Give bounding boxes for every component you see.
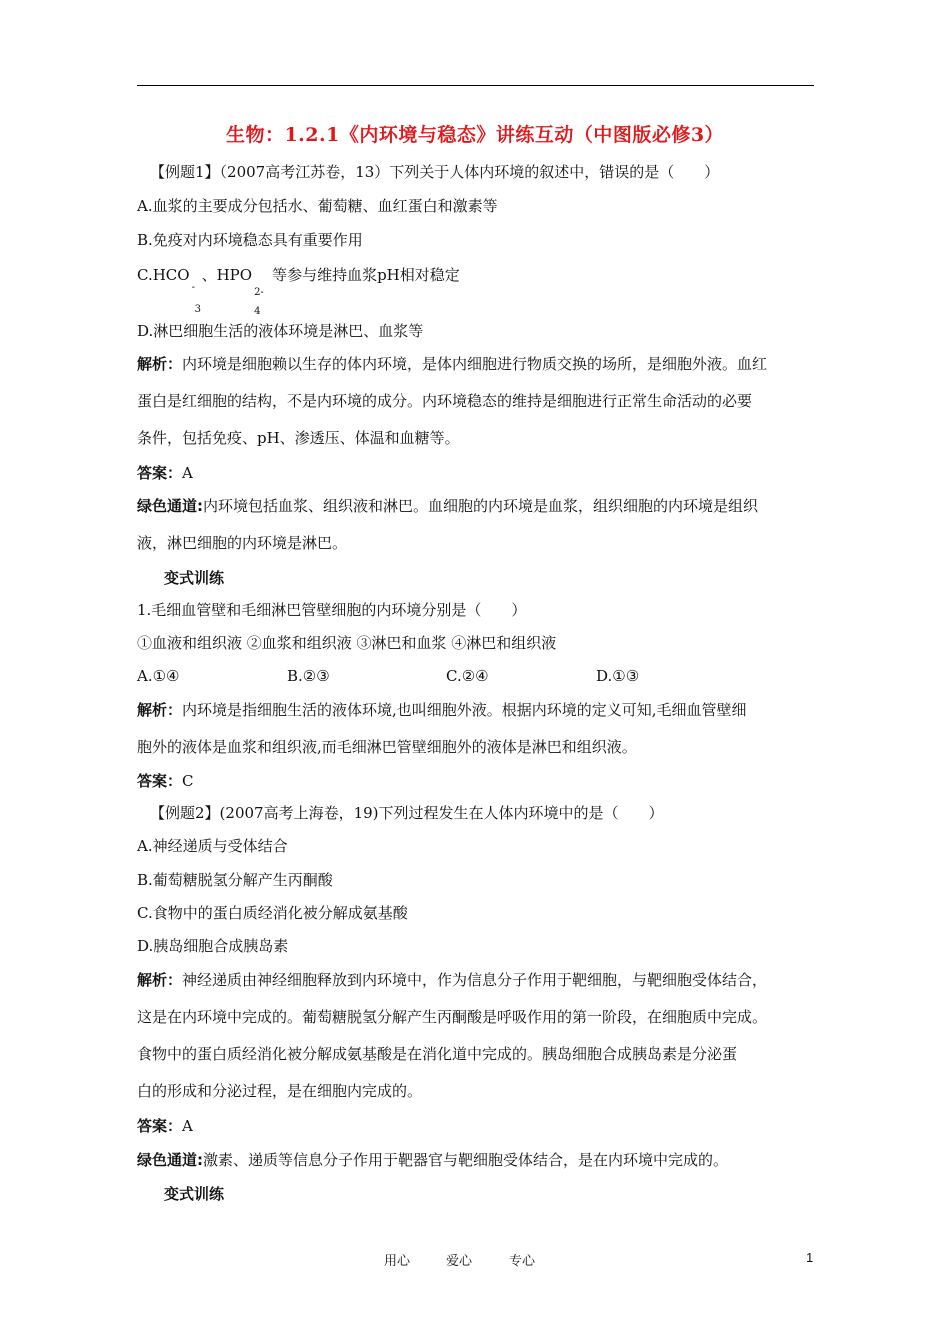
example2-green-channel — [137, 1150, 728, 1170]
formula-hpo: 、HPO — [201, 266, 253, 284]
example2-option-d: D.胰岛细胞合成胰岛素 — [137, 937, 289, 955]
green-channel-text: 内环境包括血浆、组织液和淋巴。血细胞的内环境是血浆，组织细胞的内环境是组织 — [203, 497, 759, 515]
green-channel-text: 激素、递质等信息分子作用于靶器官与靶细胞受体结合，是在内环境中完成的。 — [203, 1151, 729, 1169]
example2-option-b: B.葡萄糖脱氢分解产生丙酮酸 — [137, 871, 333, 889]
answer-value: A — [182, 1117, 193, 1135]
variant1-question: 1.毛细血管壁和毛细淋巴管壁细胞的内环境分别是（ ） — [137, 601, 527, 619]
example1-option-a: A.血浆的主要成分包括水、葡萄糖、血红蛋白和激素等 — [137, 197, 498, 215]
example1-option-d: D.淋巴细胞生活的液体环境是淋巴、血浆等 — [137, 322, 424, 340]
variant1-items: ①血液和组织液 ②血浆和组织液 ③淋巴和血浆 ④淋巴和组织液 — [137, 634, 557, 652]
example2-analysis-line4: 白的形成和分泌过程，是在细胞内完成的。 — [137, 1082, 423, 1100]
variant1-option-a: A.①④ — [137, 667, 180, 685]
example2-question: 【例题2】(2007高考上海卷，19)下列过程发生在人体内环境中的是（ ） — [150, 804, 664, 822]
hpo-subscript: 4 — [254, 306, 261, 317]
answer-label: 答案： — [137, 464, 183, 482]
example1-option-c — [137, 265, 460, 317]
answer-value: A — [182, 464, 193, 482]
answer-value: C — [182, 772, 194, 790]
example1-question: 【例题1】（2007高考江苏卷，13）下列关于人体内环境的叙述中，错误的是（ ） — [150, 163, 720, 181]
footer-motto-1: 用心 — [384, 1254, 411, 1269]
hco-subscript: 3 — [194, 304, 201, 315]
analysis-label: 解析： — [137, 701, 183, 719]
variant1-option-b: B.②③ — [287, 667, 330, 685]
analysis-label: 解析： — [137, 971, 183, 989]
page-number: 1 — [806, 1250, 814, 1265]
analysis-text: 内环境是指细胞生活的液体环境,也叫细胞外液。根据内环境的定义可知,毛细血管壁细 — [182, 701, 747, 719]
example2-analysis — [137, 970, 767, 990]
variant1-analysis-line2: 胞外的液体是血浆和组织液,而毛细淋巴管壁细胞外的液体是淋巴和组织液。 — [137, 738, 637, 756]
analysis-text: 神经递质由神经细胞释放到内环境中，作为信息分子作用于靶细胞，与靶细胞受体结合， — [182, 971, 768, 989]
example2-analysis-line3: 食物中的蛋白质经消化被分解成氨基酸是在消化道中完成的。胰岛细胞合成胰岛素是分泌蛋 — [137, 1045, 738, 1063]
variant1-option-d: D.①③ — [596, 667, 640, 685]
example1-green-channel — [137, 496, 758, 516]
header-rule — [137, 85, 814, 86]
example2-option-c: C.食物中的蛋白质经消化被分解成氨基酸 — [137, 904, 408, 922]
example2-option-a: A.神经递质与受体结合 — [137, 837, 288, 855]
variant1-answer — [137, 771, 194, 791]
footer-motto-2: 爱心 — [446, 1254, 473, 1269]
hco-charge: - — [191, 282, 195, 293]
example1-answer — [137, 463, 193, 483]
answer-label: 答案： — [137, 1117, 183, 1135]
option-c-rest: 等参与维持血浆pH相对稳定 — [272, 266, 460, 284]
answer-label: 答案： — [137, 772, 183, 790]
page-title: 生物：1.2.1《内环境与稳态》讲练互动（中图版必修3） — [225, 124, 725, 146]
variant-training-heading-2: 变式训练 — [164, 1185, 225, 1203]
variant1-option-c: C.②④ — [446, 667, 489, 685]
footer-motto-3: 专心 — [509, 1254, 536, 1269]
example2-answer — [137, 1116, 193, 1136]
green-channel-label: 绿色通道: — [137, 497, 203, 515]
example1-analysis — [137, 354, 767, 374]
variant1-analysis — [137, 700, 747, 720]
example1-analysis-line2: 蛋白是红细胞的结构，不是内环境的成分。内环境稳态的维持是细胞进行正常生命活动的必要 — [137, 392, 753, 410]
example1-analysis-line3: 条件，包括免疫、pH、渗透压、体温和血糖等。 — [137, 429, 460, 447]
analysis-label: 解析： — [137, 355, 183, 373]
formula-hco: C.HCO — [137, 266, 190, 284]
example1-green-line2: 液，淋巴细胞的内环境是淋巴。 — [137, 534, 348, 552]
example2-analysis-line2: 这是在内环境中完成的。葡萄糖脱氢分解产生丙酮酸是呼吸作用的第一阶段，在细胞质中完成。 — [137, 1008, 768, 1026]
example1-option-b: B.免疫对内环境稳态具有重要作用 — [137, 231, 363, 249]
analysis-text: 内环境是细胞赖以生存的体内环境，是体内细胞进行物质交换的场所，是细胞外液。血红 — [182, 355, 768, 373]
hpo-charge: 2- — [254, 287, 264, 298]
green-channel-label: 绿色通道: — [137, 1151, 203, 1169]
variant-training-heading: 变式训练 — [164, 569, 225, 587]
